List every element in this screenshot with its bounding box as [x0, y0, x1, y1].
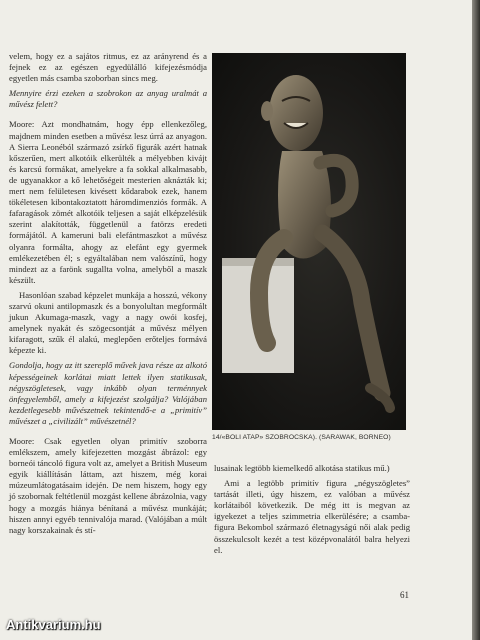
paragraph: Ami a legtöbb primitív figura „négyszögletes” tartását illeti, úgy hiszem, ez valóban a művész korlátaiból következik. De még itt is megvan az igyekezet a teljes szimmetria elkerülésére; a csamba-figura Bekombol származó életnagyságú női alak pedig összekulcsolt kezét a test középvonalától balra helyezi el.: [214, 478, 410, 555]
sculpture-photo: [212, 53, 406, 430]
interview-question: Gondolja, hogy az itt szereplő művek java része az alkotó képességeinek korlátai miatt lettek ilyen statikusak, négyszögletesek, vagy inkább olyan terménnyek önfegyelemből, amely a kifejezést szolgálja? Valójában kezdetlegesebb művészetnek tekintendő-e a „primitív” művészet a „civilizált” művészetnél?: [9, 360, 207, 426]
right-text-column: [214, 463, 410, 560]
figure-caption: 14/«BOLI ATAP» SZOBROCSKA). (SARAWAK, BORNEO): [212, 434, 391, 441]
paragraph: Hasonlóan szabad képzelet munkája a hosszú, vékony szarvú okuni antilopmaszk és a bonyolultan megformált jukun Akumaga-maszk, vagy a nagy owói kosfej, amelynek nyakát és szögecsontját a művész mélyen kifaragott, szűk él alakú, meglepően erőteljes formává képezte ki.: [9, 289, 207, 356]
watermark: Antikvarium.hu: [6, 617, 101, 632]
sculpture-head: [269, 75, 323, 151]
interview-question: Mennyire érzi ezeken a szobrokon az anyag uralmát a művész felett?: [9, 88, 207, 110]
paragraph: velem, hogy ez a sajátos ritmus, ez az arányrend és a fejnek ez az egészen egyedülálló kifejezésmódja egyetlen más csamba szoborban sincs meg.: [9, 51, 207, 84]
left-text-column: [9, 51, 207, 540]
paragraph: lusainak legtöbb kiemelkedő alkotása statikus mű.): [214, 463, 390, 473]
paragraph: Moore: Csak egyetlen olyan primitív szoborra emlékszem, amely kifejezetten mozgást ábrázol: egy borneói táncoló figura volt az, amelyet a British Museum egyik kiállításán láttam, azt hiszem, még korai múzeumlátogatásaim idején. De nem hiszem, hogy egy jó szobornak feltétlenül mozgást kellene ábrázolnia, vagy hogy a mozgás hiánya bénítaná a művész munkáját; hiszen annyi egyéb tennivalója marad. (Valójában a múlt nagy korszakainak és stí-: [9, 436, 207, 535]
page-number: 61: [400, 590, 409, 600]
paragraph: Moore: Azt mondhatnám, hogy épp ellenkezőleg, majdnem minden esetben a művész lesz úrrá az anyagon. A Sierra Leonéból származó zsírkő figurák azért hatnak kőszerűen, mert alkotóik elkerülték a mélyebben kivájt és karcsú formákat, amelyekre a fa sokkal alkalmasabb, de ugyanakkor a kő lehetőségeit mesterien aknázták ki; mert nem felületesen kivésett kődarabok ezek, hanem tökéletesen kibontakoztatott háromdimenziós formák. A fafaragások zömét alkotóik teljesen a saját elképzelésük szerint alakították, függetlenül a fatörzs eredeti formájától. A kameruni bali elefántmaszkot a művész olyanra formálta, ahogy az elefánt egy gyermek emlékezetében él; s egyáltalában nem valószínű, hogy mindezt az a farönk sugallta volna, amelyből a maszk készült.: [9, 119, 207, 285]
book-spine-shadow: [472, 0, 480, 640]
sculpture-right-leg: [322, 233, 382, 393]
sculpture-figure: [212, 53, 406, 430]
